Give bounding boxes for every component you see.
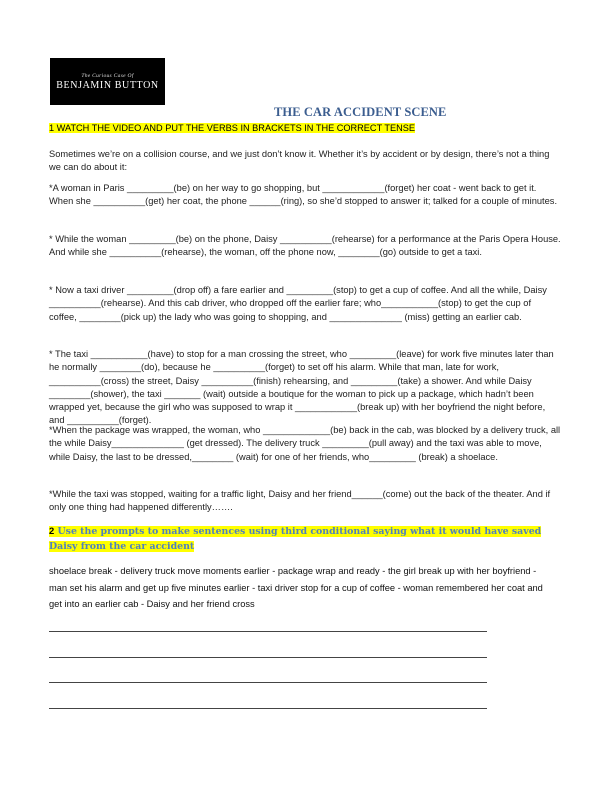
section2-number: 2 [49,525,55,536]
exercise-paragraph-1: *A woman in Paris _________(be) on her way to go shopping, but ____________(forget) her coat - went back to get it. When she __________(get) her coat, the phone ______(ring), so she’d stopped to answer it; talked for a couple of minutes. [49,183,558,207]
section1-heading [49,123,415,133]
section1-heading-text: 1 WATCH THE VIDEO AND PUT THE VERBS IN BRACKETS IN THE CORRECT TENSE [49,123,416,133]
section2-heading-text: Use the prompts to make sentences using third conditional saying what it would have saved Daisy from the car accident [49,526,542,552]
intro-paragraph: Sometimes we’re on a collision course, and we just don’t know it. Whether it’s by accident or by design, there’s not a thing we can do about it: [49,149,550,173]
exercise-paragraph-6: *While the taxi was stopped, waiting for a traffic light, Daisy and her friend______(come) out the back of the theater. And if only one thing had happened differently……. [49,489,551,513]
movie-logo [50,58,165,105]
answer-line-3[interactable] [49,682,487,683]
logo-subtitle: The Curious Case Of [81,73,134,79]
exercise-paragraph-4: * The taxi ___________(have) to stop for a man crossing the street, who _________(leave) for work five minutes later than he normally ________(do), because he __________(forget) to set off his alarm. While that man, late for work, __________(cross) the street, Daisy __________(finish) rehearsing, and _________(take) a shower. And while Daisy ________(shower), the taxi _______ (wait) outside a boutique for the woman to pick up a package, which hadn’t been wrapped yet, because the girl who was supposed to wrap it ____________(break up) with her boyfriend the night before, and __________(forget). [49,349,554,426]
exercise-paragraph-2: * While the woman _________(be) on the phone, Daisy __________(rehearse) for a performance at the Paris Opera House. And while she __________(rehearse), the woman, off the phone now, ________(go) outside to get a taxi. [49,234,561,258]
answer-line-1[interactable] [49,631,487,632]
answer-line-2[interactable] [49,657,487,658]
exercise-paragraph-5: *When the package was wrapped, the woman, who _____________(be) back in the cab, was blocked by a delivery truck, all the while Daisy______________ (get dressed). The delivery truck _________(pull away) and the taxi was able to move, while Daisy, the last to be dressed,________ (wait) for one of her friends, who_________ (break) a shoelace. [49,425,561,462]
exercise-paragraph-3: * Now a taxi driver _________(drop off) a fare earlier and _________(stop) to get a cup of coffee. And all the while, Daisy __________(rehearse). And this cab driver, who dropped off the earlier fare; who___________(stop) to get the cup of coffee, ________(pick up) the lady who was going to shopping, and ______________ (miss) getting an earlier cab. [49,285,547,322]
answer-line-4[interactable] [49,708,487,709]
section2-heading [49,523,569,554]
logo-title: BENJAMIN BUTTON [56,80,159,91]
prompts-list: shoelace break - delivery truck move moments earlier - package wrap and ready - the girl break up with her boyfriend - man set his alarm and get up five minutes earlier - taxi driver stop for a cup of coffee - woman remembered her coat and get into an earlier cab - Daisy and her friend cross [49,566,543,609]
page-title: THE CAR ACCIDENT SCENE [274,105,447,119]
